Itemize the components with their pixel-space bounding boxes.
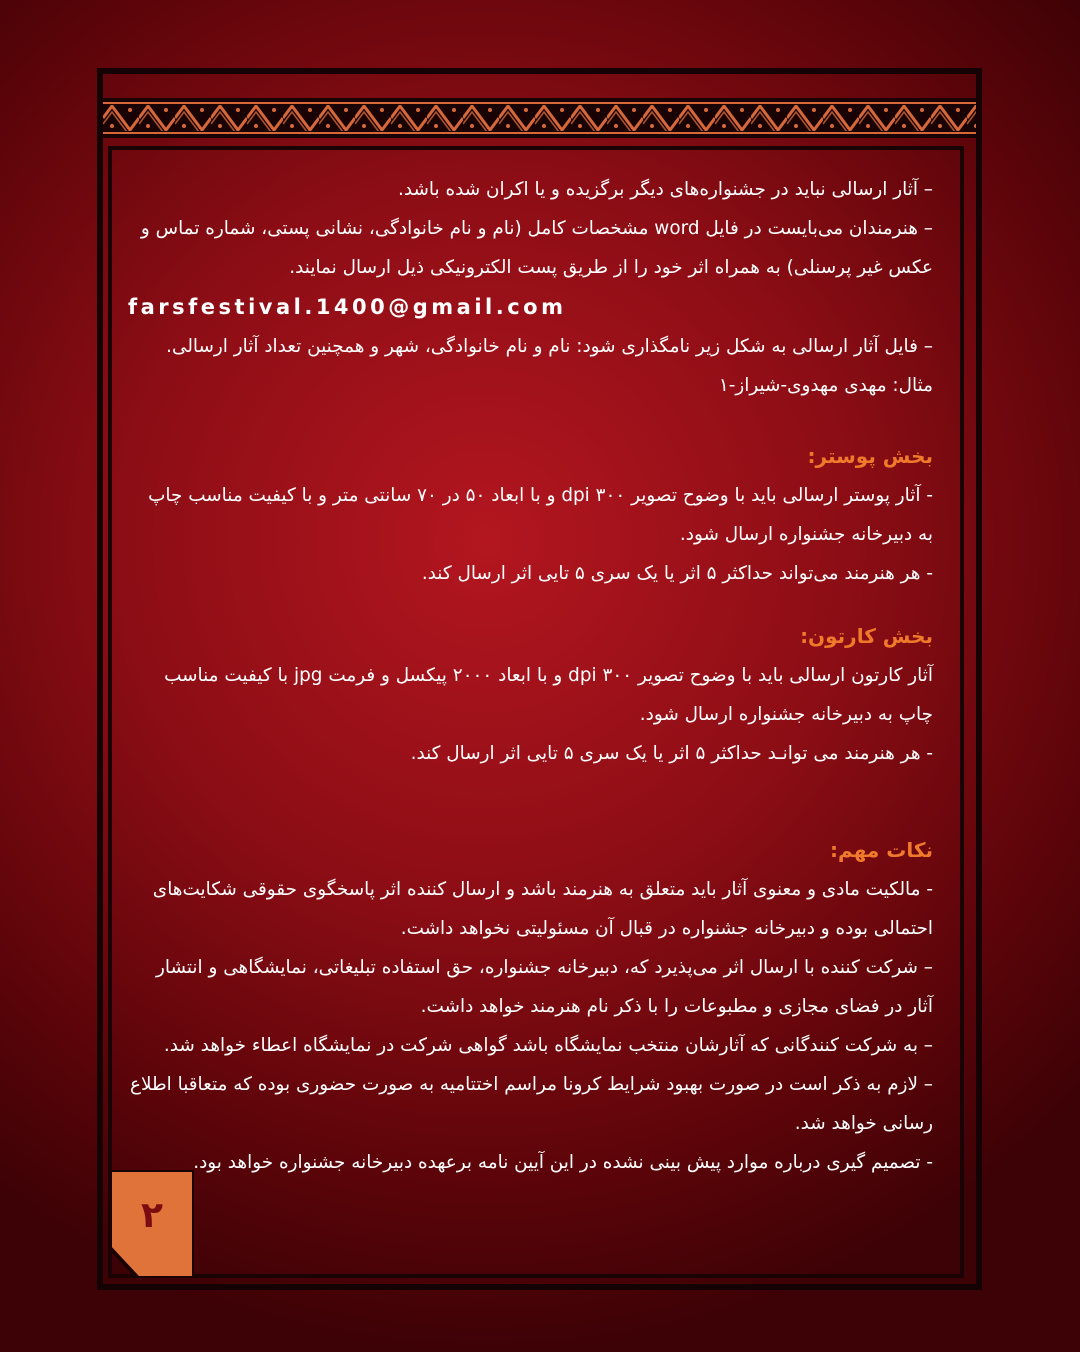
- content-body: [128, 170, 933, 1182]
- notes-item: – شرکت کننده با ارسال اثر می‌پذیرد که، دبیرخانه جشنواره، حق استفاده تبلیغاتی، نمایشگاهی و انتشار آثار در فضای مجازی و مطبوعات را با ذکر نام هنرمند خواهد داشت.: [155, 957, 933, 1017]
- intro-item: – آثار ارسالی نباید در جشنواره‌های دیگر برگزیده و یا اکران شده باشد.: [398, 179, 933, 200]
- notes-item: - مالکیت مادی و معنوی آثار باید متعلق به هنرمند باشد و ارسال کننده اثر پاسخگوی حقوقی شکایت‌های احتمالی بوده و دبیرخانه جشنواره در قبال آن مسئولیتی نخواهد داشت.: [152, 879, 933, 939]
- ornament-pattern-icon: [103, 98, 976, 138]
- intro-item: – فایل آثار ارسالی به شکل زیر نامگذاری شود: نام و نام خانوادگی، شهر و همچنین تعداد آثار ارسالی. مثال: مهدی مهدوی-شیراز-۱: [166, 336, 933, 396]
- ornamental-border-band: [103, 98, 976, 138]
- poster-item: - هر هنرمند می‌تواند حداکثر ۵ اثر یا یک سری ۵ تایی اثر ارسال کند.: [421, 563, 933, 584]
- cartoon-item: آثار کارتون ارسالی باید با وضوح تصویر ۳۰۰ dpi و با ابعاد ۲۰۰۰ پیکسل و فرمت jpg با کیفیت مناسب چاپ به دبیرخانه جشنواره ارسال شود.: [164, 665, 933, 725]
- email-address[interactable]: farsfestival.1400@gmail.com: [128, 295, 567, 319]
- intro-item: – هنرمندان می‌بایست در فایل word مشخصات کامل (نام و نام خانوادگی، نشانی پستی، شماره تماس و عکس غیر پرسنلی) به همراه اثر خود را از طریق پست الکترونیکی ذیل ارسال نمایند.: [140, 218, 933, 278]
- cartoon-item: - هر هنرمند می توانـد حداکثر ۵ اثر یا یک سری ۵ تایی اثر ارسال کند.: [410, 743, 933, 764]
- notes-section-heading: نکات مهم:: [830, 838, 933, 862]
- notes-item: - تصمیم گیری درباره موارد پیش بینی نشده در این آیین نامه برعهده دبیرخانه جشنواره خواهد بود.: [193, 1152, 933, 1173]
- poster-item: - آثار پوستر ارسالی باید با وضوح تصویر ۳۰۰ dpi و با ابعاد ۵۰ در ۷۰ سانتی متر و با کیفیت مناسب چاپ به دبیرخانه جشنواره ارسال شود.: [148, 485, 933, 545]
- notes-item: – لازم به ذکر است در صورت بهبود شرایط کرونا مراسم اختتامیه به صورت حضوری بوده که متعاقبا اطلاع رسانی خواهد شد.: [130, 1074, 933, 1134]
- page-number: ۲: [141, 1195, 163, 1236]
- poster-section-heading: بخش پوستر:: [807, 444, 933, 468]
- notes-item: – به شرکت کنندگانی که آثارشان منتخب نمایشگاه باشد گواهی شرکت در نمایشگاه اعطاء خواهد شد.: [163, 1035, 933, 1056]
- cartoon-section-heading: بخش کارتون:: [800, 624, 933, 648]
